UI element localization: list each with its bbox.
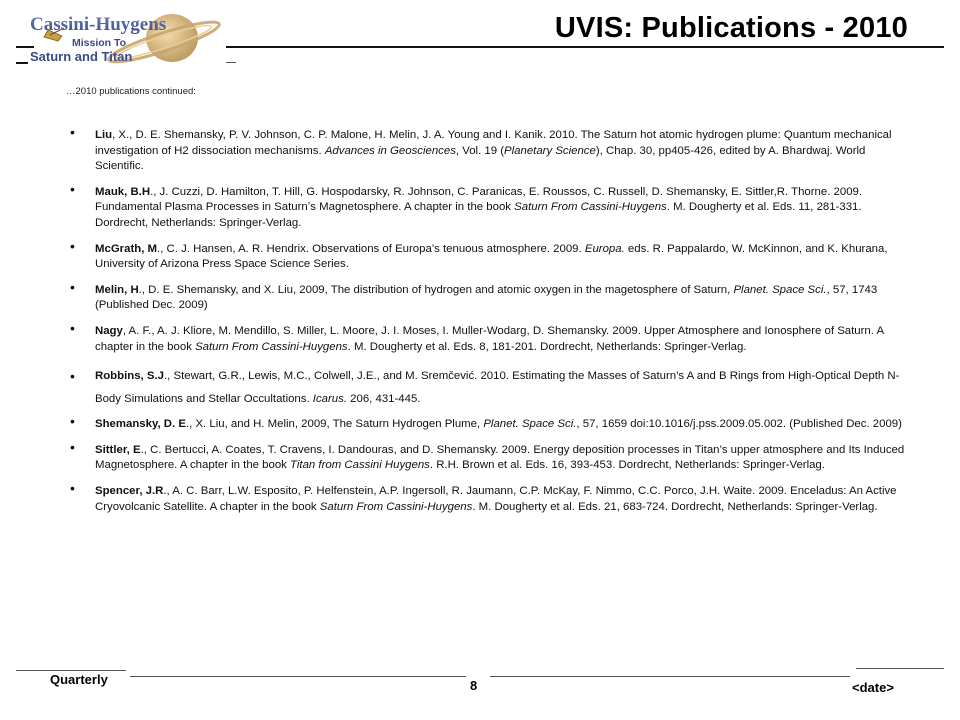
footer-date: <date> [852, 680, 894, 695]
publication-venue: Saturn From Cassini-Huygens [195, 340, 348, 353]
publication-text: , Vol. 19 ( [455, 144, 505, 157]
publication-text: ., C. J. Hansen, A. R. Hendrix. Observations of Europa’s tenuous atmosphere. 2009. [157, 242, 585, 255]
publication-text: . M. Dougherty et al. Eds. 8, 181-201. Dordrecht, Netherlands: Springer-Verlag. [347, 340, 747, 353]
footer-page-number: 8 [470, 678, 478, 693]
publication-text: . M. Dougherty et al. Eds. 21, 683-724. Dordrecht, Netherlands: Springer-Verlag. [472, 500, 878, 513]
publication-author: McGrath, M [95, 242, 158, 255]
cassini-huygens-logo [14, 8, 224, 70]
publication-text: , A. F., A. J. Kliore, M. Mendillo, S. Miller, L. Moore, J. I. Moses, I. Muller-Wodarg, D. Shemansky. 2009. Upper Atmosphere and Ionosphere of Saturn. A chapter in the book [95, 324, 884, 353]
publication-text: , X., D. E. Shemansky, P. V. Johnson, C. P. Malone, H. Melin, J. A. Young and I. Kanik. 2010. The Saturn hot atomic hydrogen plume: Quantum mechanical investigation of H2 dissociation mechanisms. [95, 129, 892, 157]
publication-author: Melin, H [95, 283, 139, 296]
publication-text: ., J. Cuzzi, D. Hamilton, T. Hill, G. Hospodarsky, R. Johnson, C. Paranicas, E. Roussos, C. Russell, D. Shemansky, E. Sittler,R. Thorne. 2009. Fundamental Plasma Processes in Saturnʼs Magnetosphere. A chapter in the book [95, 185, 863, 214]
publication-author: Shemansky, D. E [95, 418, 186, 431]
publication-venue: Saturn From Cassini-Huygens [319, 500, 473, 513]
publication-text: . R.H. Brown et al. Eds. 16, 393-453. Dordrecht, Netherlands: Springer-Verlag. [429, 459, 825, 472]
publication-venue: Europa. [584, 242, 625, 255]
publication-item [70, 324, 910, 355]
publication-venue: Icarus. [312, 393, 347, 406]
publication-text: ., D. E. Shemansky, and X. Liu, 2009, The distribution of hydrogen and atomic oxygen in the magetosphere of Saturn, [138, 283, 734, 296]
publication-item [70, 365, 910, 411]
publication-item [70, 484, 910, 515]
header-rule-left [16, 46, 34, 48]
publication-list [70, 128, 910, 525]
svg-text:Mission To: Mission To [72, 37, 127, 49]
publication-item [70, 443, 910, 474]
footer-rule-left [16, 670, 126, 671]
publication-item [70, 283, 910, 314]
publication-author: Sittler, E [95, 443, 141, 456]
publication-venue: Titan from Cassini Huygens [290, 459, 430, 472]
publication-author: Robbins, S.J [95, 370, 164, 383]
publication-text: eds. R. Pappalardo, W. McKinnon, and K. Khurana, University of Arizona Press Space Science Series. [95, 242, 888, 271]
footer-quarterly: Quarterly [50, 672, 108, 687]
publication-item [70, 185, 910, 232]
svg-text:Saturn and Titan: Saturn and Titan [30, 49, 133, 64]
publication-venue: Planet. Space Sci. [733, 283, 827, 296]
publication-text: . M. Dougherty et al. Eds. 11, 281-331. Dordrecht, Netherlands: Springer-Verlag. [95, 201, 862, 229]
publication-author: Mauk, B.H [95, 185, 151, 198]
publication-item [70, 417, 910, 433]
saturn-logo-icon [14, 8, 224, 70]
svg-text:Cassini-Huygens: Cassini-Huygens [30, 14, 167, 35]
publication-author: Nagy [95, 324, 123, 337]
publication-text: ), Chap. 30, pp405-426, edited by A. Bhardwaj. World Scientific. [95, 144, 866, 173]
publication-text: ., A. C. Barr, L.W. Esposito, P. Helfenstein, A.P. Ingersoll, R. Jaumann, C.P. McKay, F. Nimmo, C.C. Porco, J.H. Waite. 2009. Enceladus: An Active Cryovolcanic Satellite. A chapter in the book [95, 484, 897, 513]
publication-text: ., Stewart, G.R., Lewis, M.C., Colwell, J.E., and M. Sremčević. 2010. Estimating the Masses of Saturn’s A and B Rings from High-Optical Depth N-Body Simulations and Stellar Occultations. [95, 370, 900, 406]
publication-text: ., C. Bertucci, A. Coates, T. Cravens, I. Dandouras, and D. Shemansky. 2009. Energy deposition processes in Titan’s upper atmosphere and Its Induced Magnetosphere. A chapter in the book [95, 443, 905, 472]
publication-item [70, 242, 910, 273]
publication-author: Spencer, J.R [95, 484, 164, 497]
publication-text: ., X. Liu, and H. Melin, 2009, The Saturn Hydrogen Plume, [185, 418, 484, 431]
page-title: UVIS: Publications - 2010 [554, 12, 908, 44]
footer-rule-mid [130, 676, 466, 677]
header-rule-main [226, 46, 944, 48]
intro-text: …2010 publications continued: [66, 86, 196, 97]
publication-venue: Planetary Science [504, 144, 596, 157]
publication-text: , 57, 1743 (Published Dec. 2009) [95, 283, 878, 312]
publication-author: Liu [95, 129, 113, 141]
publication-text: , 57, 1659 doi:10.1016/j.pss.2009.05.002. (Published Dec. 2009) [576, 418, 902, 431]
footer-rule-far-right [856, 668, 944, 669]
publication-venue: Advances in Geosciences [324, 144, 456, 157]
header-rule-secondary [226, 62, 236, 63]
publication-item [70, 128, 910, 175]
publication-text: 206, 431-445. [346, 393, 421, 406]
publication-venue: Planet. Space Sci. [483, 418, 577, 431]
footer-rule-right [490, 676, 850, 677]
header-rule-left-lower [16, 62, 28, 64]
publication-venue: Saturn From Cassini-Huygens [514, 201, 667, 214]
